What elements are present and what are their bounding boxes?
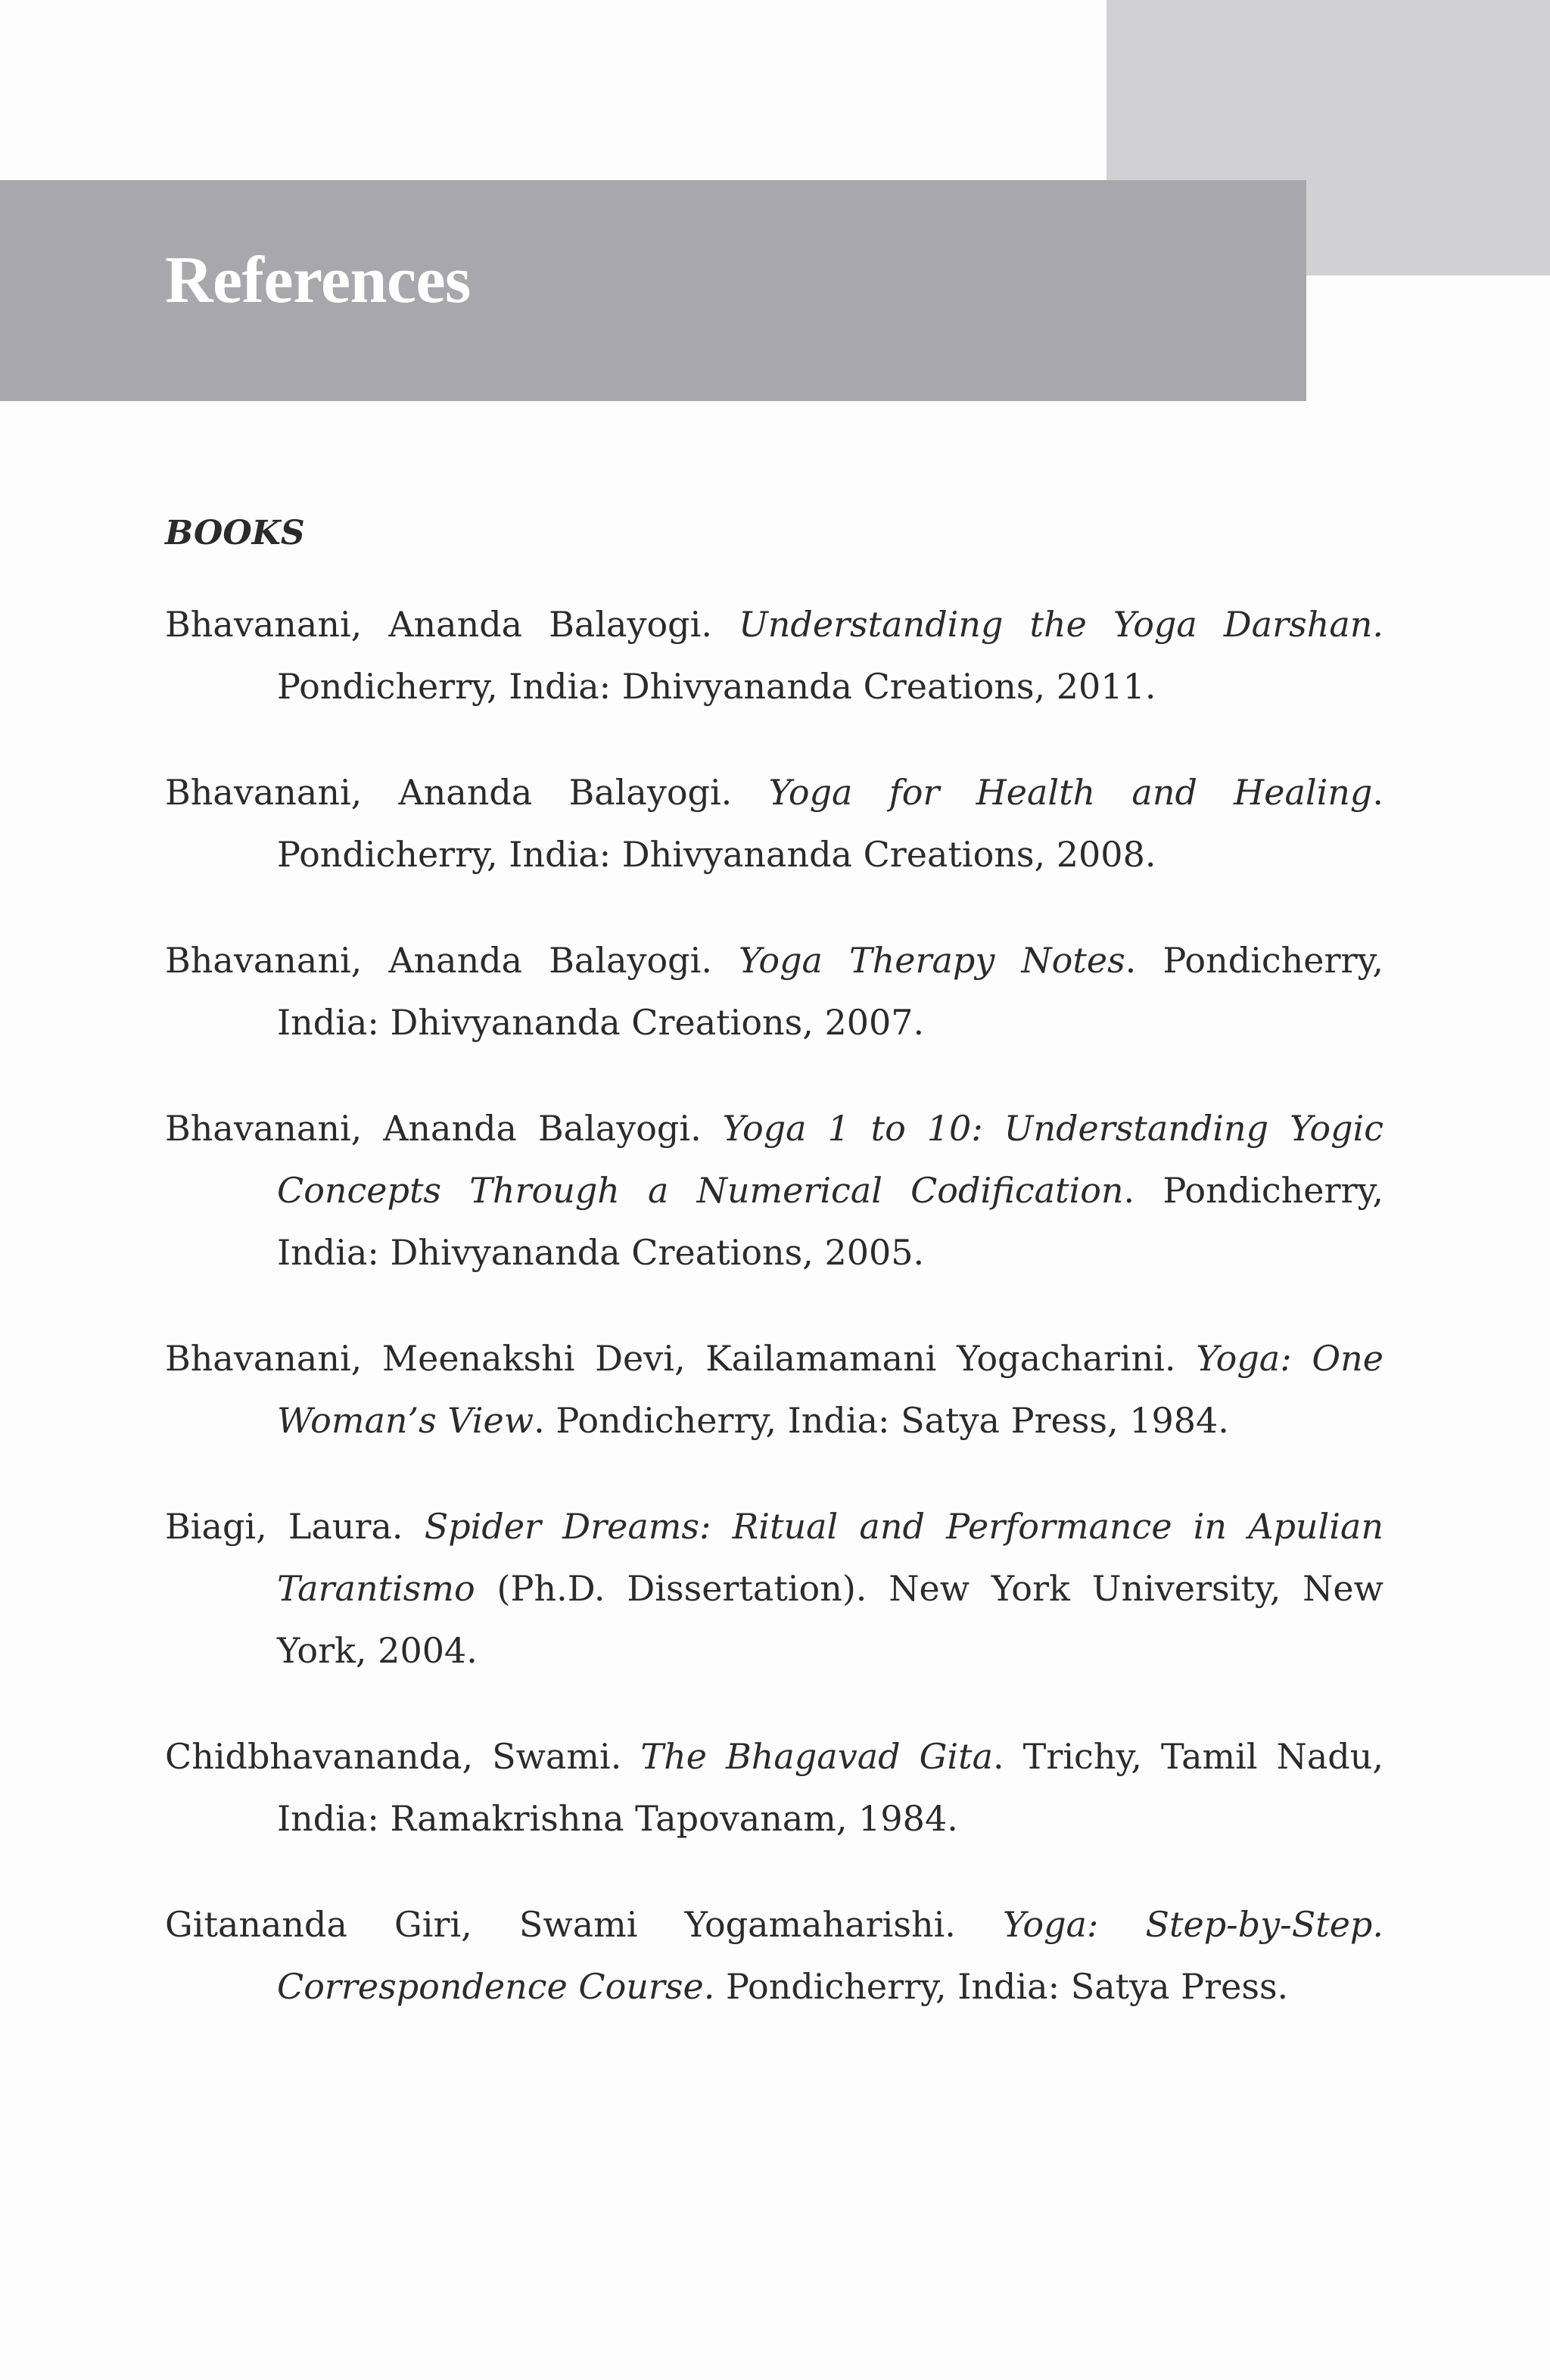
reference-publication: . Pondicherry, India: Dhivyananda Creations, 2008. (277, 772, 1383, 875)
references-content (165, 507, 1383, 2061)
reference-item (165, 929, 1383, 1053)
reference-item (165, 761, 1383, 885)
reference-author: Chidbhavananda, Swami. (165, 1736, 622, 1777)
reference-publication: . Pondicherry, India: Dhivyananda Creations, 2007. (277, 940, 1383, 1043)
reference-item (165, 593, 1383, 717)
reference-publication: . Pondicherry, India: Dhivyananda Creations, 2005. (277, 1170, 1383, 1273)
reference-title: Yoga Therapy Notes (739, 940, 1125, 981)
reference-title: Yoga for Health and Healing (768, 772, 1373, 813)
reference-author: Biagi, Laura. (165, 1506, 403, 1547)
reference-author: Bhavanani, Ananda Balayogi. (165, 772, 733, 813)
reference-title: Understanding the Yoga Darshan. (739, 604, 1384, 645)
reference-author: Bhavanani, Ananda Balayogi. (165, 940, 712, 981)
reference-author: Gitananda Giri, Swami Yogamaharishi. (165, 1904, 956, 1945)
reference-publication: . Trichy, Tamil Nadu, India: Ramakrishna Tapovanam, 1984. (277, 1736, 1383, 1839)
reference-item (165, 1725, 1383, 1850)
reference-item (165, 1893, 1383, 2018)
reference-title: Spider Dreams: Ritual and Performance in Apulian Tarantismo (277, 1506, 1383, 1609)
reference-author: Bhavanani, Ananda Balayogi. (165, 1108, 702, 1149)
reference-publication: Pondicherry, India: Satya Press. (714, 1966, 1289, 2007)
reference-author: Bhavanani, Ananda Balayogi. (165, 604, 712, 645)
reference-publication: Pondicherry, India: Dhivyananda Creations, 2011. (277, 666, 1156, 707)
reference-item (165, 1327, 1383, 1451)
reference-title: Yoga: One Woman’s View (277, 1338, 1383, 1441)
reference-title: Yoga: Step-by-Step. Correspondence Course. (277, 1904, 1383, 2007)
page-title: References (165, 244, 471, 317)
section-heading-books: BOOKS (165, 514, 305, 552)
reference-author: Bhavanani, Meenakshi Devi, Kailamamani Yogacharini. (165, 1338, 1176, 1379)
reference-publication: (Ph.D. Dissertation). New York University, New York, 2004. (277, 1568, 1383, 1671)
reference-title: The Bhagavad Gita (640, 1736, 993, 1777)
reference-title: Yoga 1 to 10: Understanding Yogic Concepts Through a Numerical Codification (277, 1108, 1384, 1211)
reference-list (165, 593, 1383, 2018)
reference-item (165, 1097, 1383, 1283)
reference-item (165, 1495, 1383, 1682)
reference-publication: . Pondicherry, India: Satya Press, 1984. (534, 1400, 1229, 1441)
